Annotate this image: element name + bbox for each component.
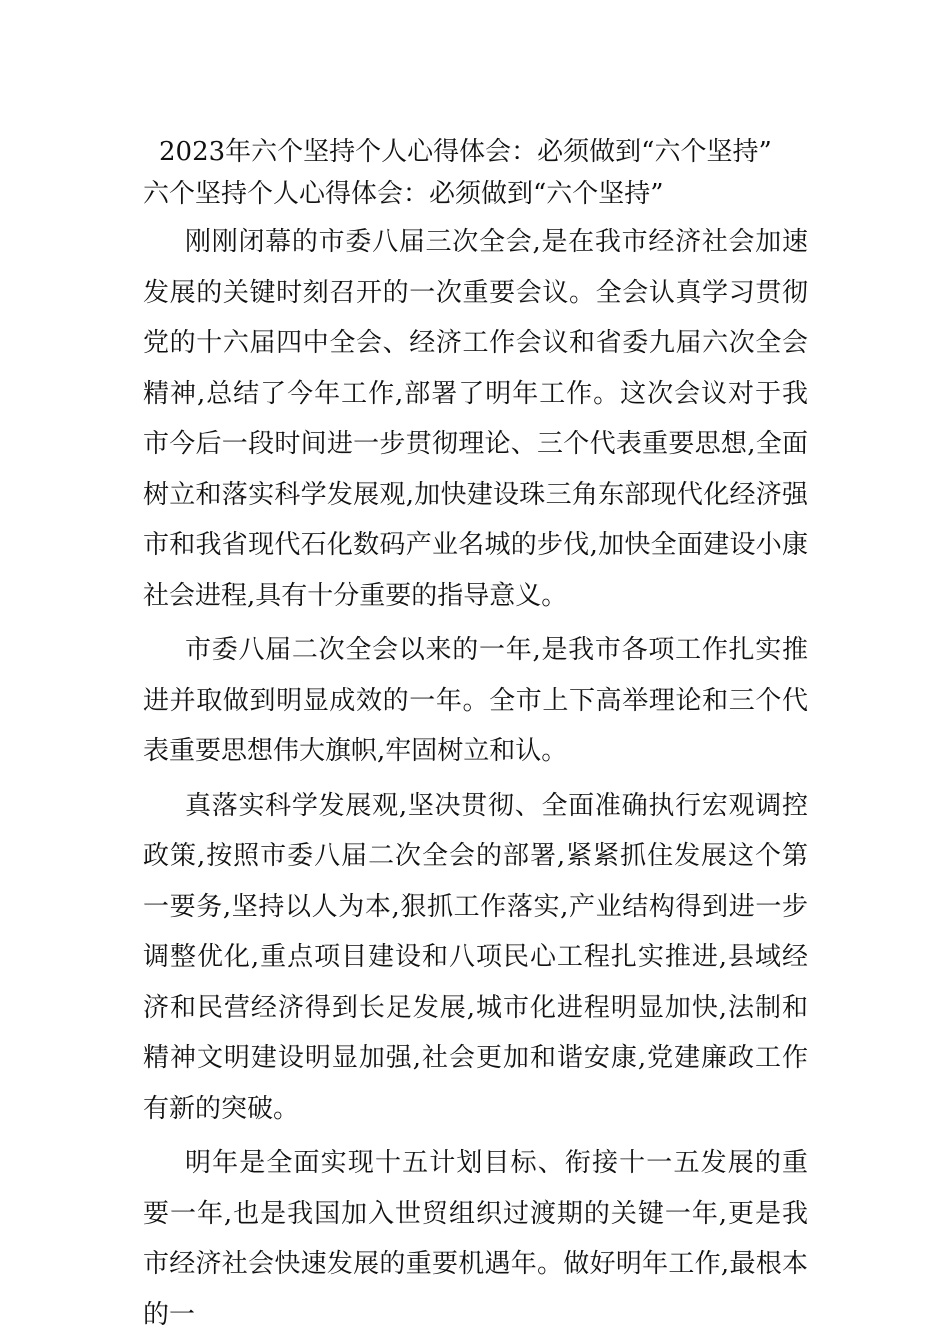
document-body <box>143 133 808 1340</box>
document-title: 2023年六个坚持个人心得体会：必须做到“六个坚持” <box>159 137 772 167</box>
paragraph-4: 明年是全面实现十五计划目标、衔接十一五发展的重要一年,也是我国加入世贸组织过渡期的关键一年,更是我市经济社会快速发展的重要机遇年。做好明年工作,最根本的一 <box>143 1148 808 1330</box>
paragraph-1: 刚刚闭幕的市委八届三次全会,是在我市经济社会加速发展的关键时刻召开的一次重要会议。全会认真学习贯彻党的十六届四中全会、经济工作会议和省委九届六次全会精神,总结了今年工作,部署了明年工作。这次会议对于我市今后一段时间进一步贯彻理论、三个代表重要思想,全面树立和落实科学发展观,加快建设珠三角东部现代化经济强市和我省现代石化数码产业名城的步伐,加快全面建设小康社会进程,具有十分重要的指导意义。 <box>143 227 808 611</box>
document-subtitle: 六个坚持个人心得体会：必须做到“六个坚持” <box>143 179 664 209</box>
paragraph-2: 市委八届二次全会以来的一年,是我市各项工作扎实推进并取做到明显成效的一年。全市上下高举理论和三个代表重要思想伟大旗帜,牢固树立和认。 <box>143 635 808 766</box>
paragraph-3: 真落实科学发展观,坚决贯彻、全面准确执行宏观调控政策,按照市委八届二次全会的部署,紧紧抓住发展这个第一要务,坚持以人为本,狠抓工作落实,产业结构得到进一步调整优化,重点项目建设和八项民心工程扎实推进,县域经济和民营经济得到长足发展,城市化进程明显加快,法制和精神文明建设明显加强,社会更加和谐安康,党建廉政工作有新的突破。 <box>143 790 808 1124</box>
